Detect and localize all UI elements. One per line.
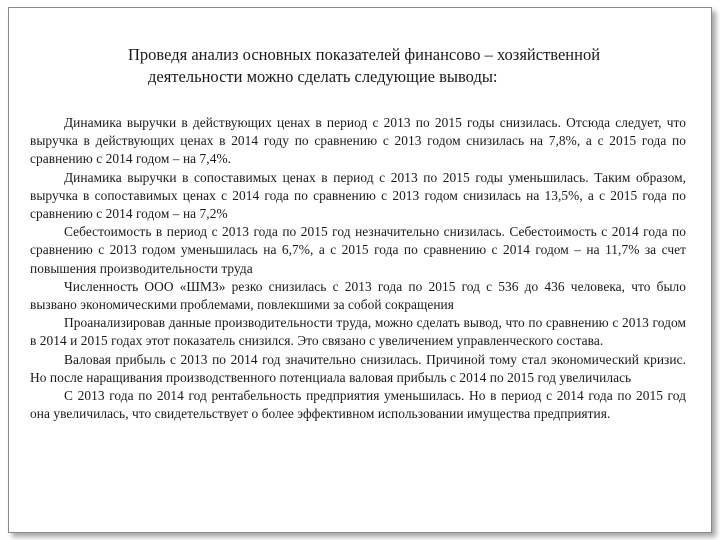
conclusions-body [30,114,686,423]
paragraph-profitability: С 2013 года по 2014 год рентабельность предприятия уменьшилась. Но в период с 2014 года по 2015 год она увеличилась, что свидетельствует о более эффективном использовании имущества предприятия. [30,388,686,422]
slide-title [128,44,688,88]
paragraph-revenue-current-prices: Динамика выручки в действующих ценах в период с 2013 по 2015 годы снизилась. Отсюда следует, что выручка в действующих ценах в 2014 году по сравнению с 2013 годом снизилась на 7,8%, а с 2015 года по сравнению с 2014 годом – на 7,4%. [30,115,686,167]
paragraph-cost: Себестоимость в период с 2013 года по 2015 год незначительно снизилась. Себестоимость с 2014 года по сравнению с 2013 годом уменьшилась на 6,7%, а с 2015 года по сравнению с 2014 годом – на 11,7% за счет повышения производительности труда [30,224,686,276]
title-line-2: деятельности можно сделать следующие выводы: [148,67,498,86]
title-line-1: Проведя анализ основных показателей финансово – хозяйственной [128,45,601,64]
paragraph-gross-profit: Валовая прибыль с 2013 по 2014 год значительно снизилась. Причиной тому стал экономический кризис. Но после наращивания производственного потенциала валовая прибыль с 2014 по 2015 год увеличилась [30,351,686,385]
paragraph-headcount: Численность ООО «ШМЗ» резко снизилась с 2013 года по 2015 год с 536 до 436 человека, что было вызвано экономическими проблемами, повлекшими за собой сокращения [30,278,686,313]
paragraph-revenue-comparable-prices: Динамика выручки в сопоставимых ценах в период с 2013 по 2015 годы уменьшилась. Таким образом, выручка в сопоставимых ценах с 2014 года по сравнению с 2013 годом снизилась на 13,5%, а с 2015 года по сравнению с 2014 годом – на 7,2% [30,169,686,222]
paragraph-productivity: Проанализировав данные производительности труда, можно сделать вывод, что по сравнению с 2013 годом в 2014 и 2015 годах этот показатель снизился. Это связано с увеличением управленческого состава. [30,315,686,349]
